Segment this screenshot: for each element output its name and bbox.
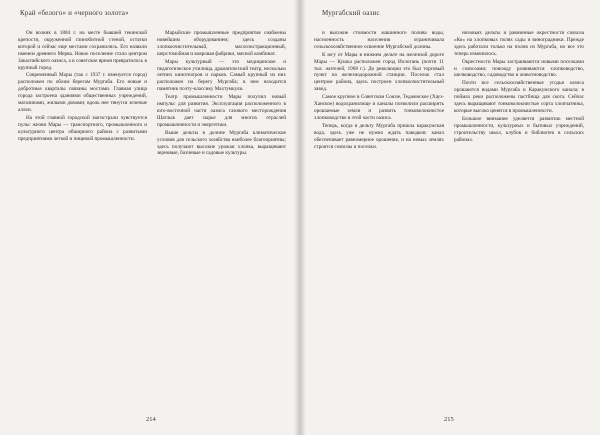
right-running-head: Мургабский оазис <box>322 9 380 17</box>
paragraph: Он возник в 1884 г. на месте бывшей текинской крепости, окруженной глинобитной стеной, остатки которой и сейчас еще местами сохранились. Его назвали именем древнего Мерва. Новое поселение стало центром Закаспийского оазиса, а в советское время превратилось в крупный город. <box>18 30 147 71</box>
right-page-number: 215 <box>444 416 454 423</box>
paragraph: Театр промышленности Мары получил новый импульс для развития. Эксплуатация расположенного в юго-восточной части оазиса газового месторождения Шатлык дает сырье для многих отраслей промышленности и энергетики. <box>157 94 286 128</box>
paragraph: и высокие стоимости машинного полива воды, населенность населения ограничивала сельскохозяйственное освоение Мургабской долины. <box>314 30 444 50</box>
paragraph: Современный Мары (так с 1937 г. именуется город) расположен по обоим берегам Мургаба. Его новые и добротные кварталы связаны мостами. Главная улица города застроена зданиями общественных учреждений, магазинами, жилыми домами; вдоль нее тянутся зеленые аллеи. <box>18 72 147 113</box>
right-page <box>300 0 600 435</box>
paragraph: Выше дельты в долине Мургаба климатические условия для сельского хозяйства наиболее благоприятны; здесь получают высокие урожаи хлопка, выращивают зерновые, бахчевые и садовые культуры. <box>157 129 286 157</box>
left-page-number: 214 <box>146 416 156 423</box>
book-gutter <box>294 0 306 435</box>
paragraph: К югу от Мары в нижнем дельте на железной дороге Мары — Кушка расположен город Иолотань (почти 11 тыс. жителей, 1968 г.). До революции это был торговый пункт на железнодорожной станции. Поселок стал центром района, здесь построен хлопкоочистительный завод. <box>314 51 444 93</box>
right-columns <box>314 30 584 150</box>
paragraph: Окрестности Мары застраиваются новыми поселками и совхозами; повсюду развиваются хлопководство, шелководство, садоводство и животноводство. <box>454 58 584 79</box>
column-1 <box>18 30 147 157</box>
paragraph: Большое внимание уделяется развитию местной промышленности, культурных и бытовых учреждений, строительству школ, клубов и библиотек в сельских районах. <box>454 115 584 143</box>
paragraph: Мары культурный — это медицинское и педагогическое училища, драматический театр, несколько летних кинотеатров и парков. Самый крупный из них расположен на берегу Мургаба; в нем находится памятник поэту-классику Махтумкули. <box>157 58 286 93</box>
paragraph: На этой главной городской магистрали чувствуется пульс жизни Мары — транспортного, промышленного и культурного центра обширного района с развитыми предприятиями легкой и пищевой промышленности. <box>18 114 147 142</box>
left-running-head: Край «белого» и «черного золота» <box>20 9 129 17</box>
column-2 <box>157 30 286 157</box>
column-4 <box>454 30 584 150</box>
paragraph: низовьях дельты и равнинные окрестности совхоза «Ко» на хлопковых полях сады и виноградники. Прежде здесь работали только на полив из Мургаба, но все это теперь изменилось. <box>454 30 584 57</box>
left-columns <box>18 30 286 157</box>
paragraph: Теперь, когда в дельту Мургаба пришла каракумская вода, здесь уже не нужно ждать паводков: канал обеспечивает равномерное орошение, и на новых землях строятся совхозы и поселки. <box>314 122 444 150</box>
paragraph: Самое крупное в Советском Союзе, Тедженское (Хауз-Ханское) водохранилище и каналы позволили расширить орошаемые земли и развить тонковолокнистое хлопководство в этой части оазиса. <box>314 94 444 121</box>
paragraph: Марыйские промышленные предприятия снабжены новейшим оборудованием; здесь созданы хлопкоочистительный, маслоэкстракционный, шерстомойная и ковровая фабрики, мясной комбинат. <box>157 30 286 57</box>
paragraph: Почти все сельскохозяйственные угодья оазиса орошаются водами Мургаба и Каракумского канала; в поймах реки расположены пастбища для скота. Сейчас здесь выращивают тонковолокнистые сорта хлопчатника, которые высоко ценятся в промышленности. <box>454 80 584 114</box>
column-3 <box>314 30 444 150</box>
